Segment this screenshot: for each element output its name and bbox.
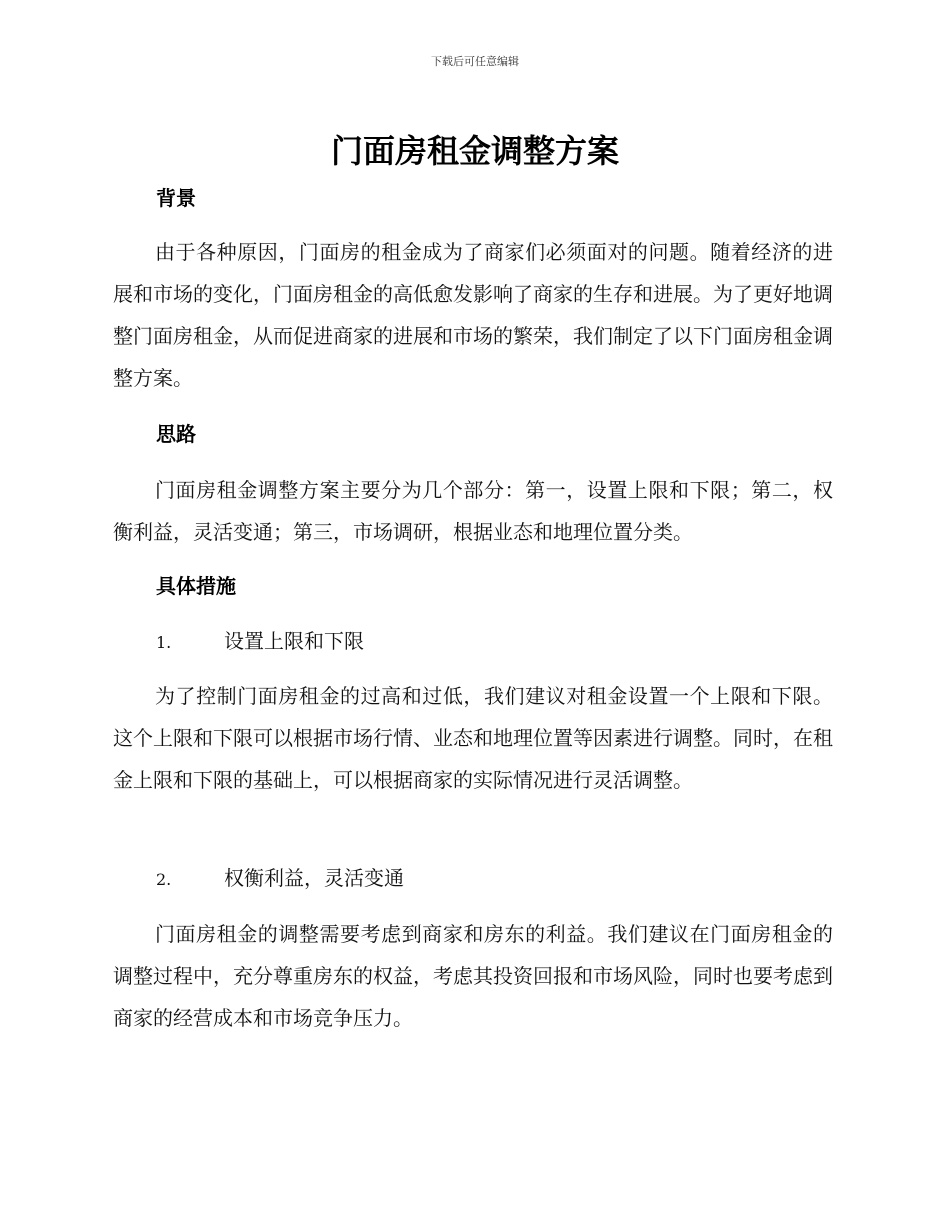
paragraph-approach: 门面房租金调整方案主要分为几个部分：第一，设置上限和下限；第二，权衡利益，灵活变通；第三，市场调研，根据业态和地理位置分类。 bbox=[113, 478, 833, 544]
paragraph-measure-2: 门面房租金的调整需要考虑到商家和房东的利益。我们建议在门面房租金的调整过程中，充分尊重房东的权益，考虑其投资回报和市场风险，同时也要考虑到商家的经营成本和市场竞争压力。 bbox=[113, 922, 833, 1030]
section-heading-approach: 思路 bbox=[156, 422, 196, 446]
section-heading-measures: 具体措施 bbox=[156, 574, 236, 598]
list-item-2 bbox=[156, 864, 836, 894]
list-number: 1. bbox=[156, 633, 172, 652]
paragraph-measure-1: 为了控制门面房租金的过高和过低，我们建议对租金设置一个上限和下限。这个上限和下限可以根据市场行情、业态和地理位置等因素进行调整。同时，在租金上限和下限的基础上，可以根据商家的实际情况进行灵活调整。 bbox=[113, 684, 833, 792]
document-title: 门面房租金调整方案 bbox=[330, 132, 619, 170]
paragraph-background: 由于各种原因，门面房的租金成为了商家们必须面对的问题。随着经济的进展和市场的变化，门面房租金的高低愈发影响了商家的生存和进展。为了更好地调整门面房租金，从而促进商家的进展和市场的繁荣，我们制定了以下门面房租金调整方案。 bbox=[113, 240, 833, 390]
section-heading-background: 背景 bbox=[156, 186, 196, 210]
list-item-title: 设置上限和下限 bbox=[224, 629, 364, 653]
list-number: 2. bbox=[156, 870, 172, 889]
list-item-title: 权衡利益，灵活变通 bbox=[224, 866, 404, 890]
list-item-1 bbox=[156, 627, 836, 657]
header-note: 下载后可任意编辑 bbox=[431, 55, 519, 68]
